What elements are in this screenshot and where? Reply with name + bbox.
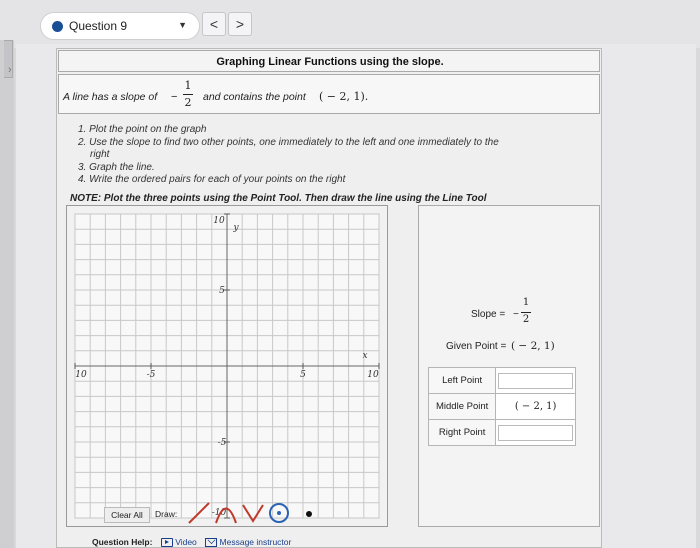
instructions	[78, 124, 588, 187]
title-box	[58, 50, 600, 72]
chevron-right-icon[interactable]: ›	[8, 64, 12, 76]
absolute-value-tool-icon[interactable]	[240, 500, 266, 526]
video-icon	[161, 538, 173, 547]
draw-label: Draw:	[155, 509, 178, 519]
x-axis-label: x	[362, 351, 368, 361]
message-instructor-link[interactable]	[205, 537, 291, 547]
clear-all-button[interactable]: Clear All	[104, 507, 150, 523]
line-tool-icon[interactable]	[186, 500, 212, 526]
problem-slope-sign: −	[171, 91, 178, 103]
tick-label-y-neg10: -10	[211, 508, 227, 518]
left-point-input[interactable]	[498, 373, 573, 389]
instruction-2: 2. Use the slope to find two other points, one immediately to the left and one immediately to the	[78, 136, 499, 148]
question-status-dot-icon	[52, 21, 63, 32]
circle-tool-icon[interactable]	[266, 500, 292, 526]
video-link[interactable]	[161, 537, 199, 547]
tick-label-y-pos10: 10	[213, 216, 225, 226]
problem-prefix: A line has a slope of	[63, 91, 158, 103]
left-sidebar-edge	[0, 40, 14, 548]
slope-label: Slope =	[471, 309, 506, 320]
right-point-label: Right Point	[429, 420, 496, 446]
previous-question-button[interactable]: <	[202, 12, 226, 36]
tick-label-x-pos10: 10	[367, 370, 379, 380]
tick-label-y-pos5: 5	[219, 286, 225, 296]
panel-title: Graphing Linear Functions using the slope.	[216, 56, 444, 68]
next-question-button[interactable]: >	[228, 12, 252, 36]
message-instructor-label: Message instructor	[219, 537, 292, 547]
video-label: Video	[175, 537, 197, 547]
given-point-label: Given Point =	[446, 341, 507, 352]
table-row	[429, 368, 576, 394]
y-axis-label: y	[233, 223, 239, 233]
left-point-cell	[496, 368, 576, 394]
problem-box	[58, 74, 600, 114]
point-tool-icon[interactable]	[296, 500, 322, 526]
left-point-label: Left Point	[429, 368, 496, 394]
coordinate-grid[interactable]	[67, 206, 387, 526]
problem-slope-numerator: 1	[184, 79, 192, 92]
instruction-1: 1. Plot the point on the graph	[78, 124, 207, 135]
tick-label-y-neg5: -5	[217, 438, 227, 448]
given-point-value: ( − 2, 1)	[511, 340, 555, 352]
instruction-2-cont: right	[90, 149, 110, 160]
tick-label-x-neg5: -5	[146, 370, 156, 380]
problem-fraction-bar	[183, 94, 193, 95]
slope-numerator: 1	[522, 297, 530, 308]
table-row	[429, 420, 576, 446]
instruction-4: 4. Write the ordered pairs for each of your points on the right	[78, 174, 346, 185]
answer-panel	[418, 205, 600, 527]
problem-slope-denominator: 2	[184, 96, 192, 109]
help-label: Question Help:	[92, 537, 153, 547]
right-point-cell	[496, 420, 576, 446]
tick-label-x-pos5: 5	[300, 370, 306, 380]
middle-point-cell	[496, 394, 576, 420]
question-label: Question 9	[69, 19, 128, 33]
envelope-icon	[205, 538, 217, 547]
problem-point: ( − 2, 1).	[319, 90, 369, 103]
slope-denominator: 2	[522, 314, 530, 325]
tick-label-x-neg10: 10	[75, 370, 87, 380]
question-help	[92, 537, 291, 547]
note-text: NOTE: Plot the three points using the Point Tool. Then draw the line using the Line Tool	[70, 193, 487, 204]
problem-middle-text: and contains the point	[203, 91, 306, 103]
slope-fraction-bar	[521, 312, 531, 313]
right-point-input[interactable]	[498, 425, 573, 441]
middle-point-label: Middle Point	[429, 394, 496, 420]
top-navigation-bar	[0, 0, 700, 48]
table-row	[429, 394, 576, 420]
parabola-tool-icon[interactable]	[213, 500, 239, 526]
graph-area[interactable]	[66, 205, 388, 527]
question-selector[interactable]	[40, 12, 200, 40]
points-table	[428, 367, 576, 446]
instruction-3: 3. Graph the line.	[78, 161, 155, 173]
caret-down-icon: ▼	[178, 20, 187, 30]
slope-sign: −	[513, 309, 519, 320]
middle-point-value: ( − 2, 1)	[514, 401, 557, 412]
